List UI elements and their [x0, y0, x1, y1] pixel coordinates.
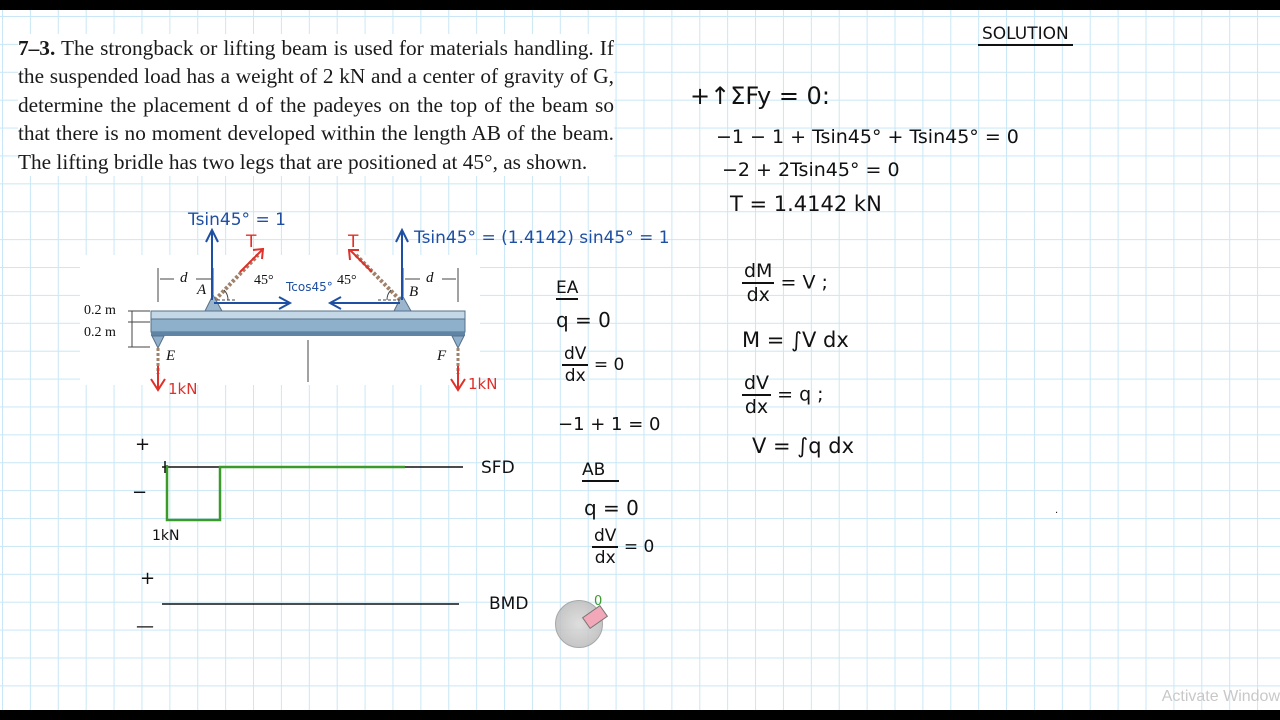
- ea-dv-denominator: dx: [564, 366, 586, 386]
- beam-figure: [0, 10, 1280, 710]
- dv-rhs: = q ;: [777, 383, 824, 406]
- label-d-left: d: [180, 270, 188, 286]
- angle-label-right: 45°: [337, 273, 357, 288]
- segment-ea-title: EA: [556, 278, 579, 298]
- dm-rhs: = V ;: [780, 271, 828, 294]
- ab-dv-denominator: dx: [594, 548, 616, 568]
- dim-label-bottom: 0.2 m: [84, 325, 116, 340]
- load-label-right: 1kN: [468, 375, 498, 393]
- problem-number: 7–3.: [18, 36, 56, 60]
- moment-integral: M = ∫V dx: [742, 328, 849, 352]
- sfd-minus-sign: −: [132, 482, 148, 503]
- t-label-left: T: [246, 232, 257, 252]
- tcos-label: Tcos45°: [286, 280, 333, 294]
- beam-web: [151, 319, 465, 332]
- segment-ab-load: q = 0: [584, 496, 639, 520]
- hook-e: [152, 336, 164, 348]
- sfd-value-label: 1kN: [152, 528, 180, 544]
- sfd-label: SFD: [481, 458, 515, 478]
- sfd-plus-sign: +: [135, 434, 151, 455]
- tsin-label-right: Tsin45° = (1.4142) sin45° = 1: [414, 228, 670, 248]
- bmd-minus-sign: —: [136, 616, 154, 637]
- label-a: A: [197, 282, 207, 298]
- ab-dv-rhs: = 0: [623, 537, 655, 557]
- hook-f: [452, 336, 464, 348]
- dim-label-top: 0.2 m: [84, 303, 116, 318]
- dm-denominator: dx: [746, 284, 770, 306]
- force-equation-2: −2 + 2Tsin45° = 0: [722, 159, 900, 181]
- sfd-curve: [167, 465, 405, 520]
- solution-title: SOLUTION: [978, 24, 1073, 46]
- t-label-right: T: [348, 232, 359, 252]
- tension-result: T = 1.4142 kN: [730, 192, 882, 216]
- dm-numerator: dM: [744, 260, 773, 282]
- stray-dot: ·: [1055, 508, 1059, 519]
- t-arrow-right: [350, 250, 372, 272]
- problem-text: The strongback or lifting beam is used for materials handling. If the suspended load has a weight of 2 kN and a center of gravity of G, determine the placement d of the padeyes on the top of the beam so that there is no moment developed within the length AB of the beam. The lifting bridle has two legs that are positioned at 45°, as shown.: [18, 36, 614, 174]
- label-e: E: [166, 348, 176, 364]
- label-b: B: [409, 284, 419, 300]
- bmd-zero-label: 0: [594, 594, 603, 609]
- ab-dv-numerator: dV: [594, 526, 617, 546]
- tsin-label-left: Tsin45° = 1: [188, 210, 286, 230]
- beam-top-flange: [151, 311, 465, 319]
- beam-bottom-flange: [151, 332, 465, 336]
- angle-label-left: 45°: [254, 273, 274, 288]
- label-d-right: d: [426, 270, 434, 286]
- shear-integral: V = ∫q dx: [752, 434, 855, 458]
- sum-fy-equation: +↑ΣFy = 0:: [690, 82, 830, 110]
- bmd-plus-sign: +: [140, 568, 156, 589]
- segment-ea-load: q = 0: [556, 308, 611, 332]
- activate-windows-watermark: Activate Window: [1161, 688, 1280, 705]
- notebook-page: [0, 10, 1280, 710]
- load-label-left: 1kN: [168, 380, 198, 398]
- dv-denominator: dx: [744, 396, 769, 418]
- t-arrow-left: [240, 250, 262, 272]
- force-equation-1: −1 − 1 + Tsin45° + Tsin45° = 0: [716, 126, 1019, 148]
- label-f: F: [437, 348, 447, 364]
- segment-ab-title: AB: [582, 460, 619, 482]
- bmd-label: BMD: [489, 594, 529, 614]
- ea-dv-numerator: dV: [564, 344, 587, 364]
- shear-sum: −1 + 1 = 0: [558, 414, 661, 435]
- dv-numerator: dV: [744, 372, 770, 394]
- ea-dv-rhs: = 0: [593, 355, 625, 375]
